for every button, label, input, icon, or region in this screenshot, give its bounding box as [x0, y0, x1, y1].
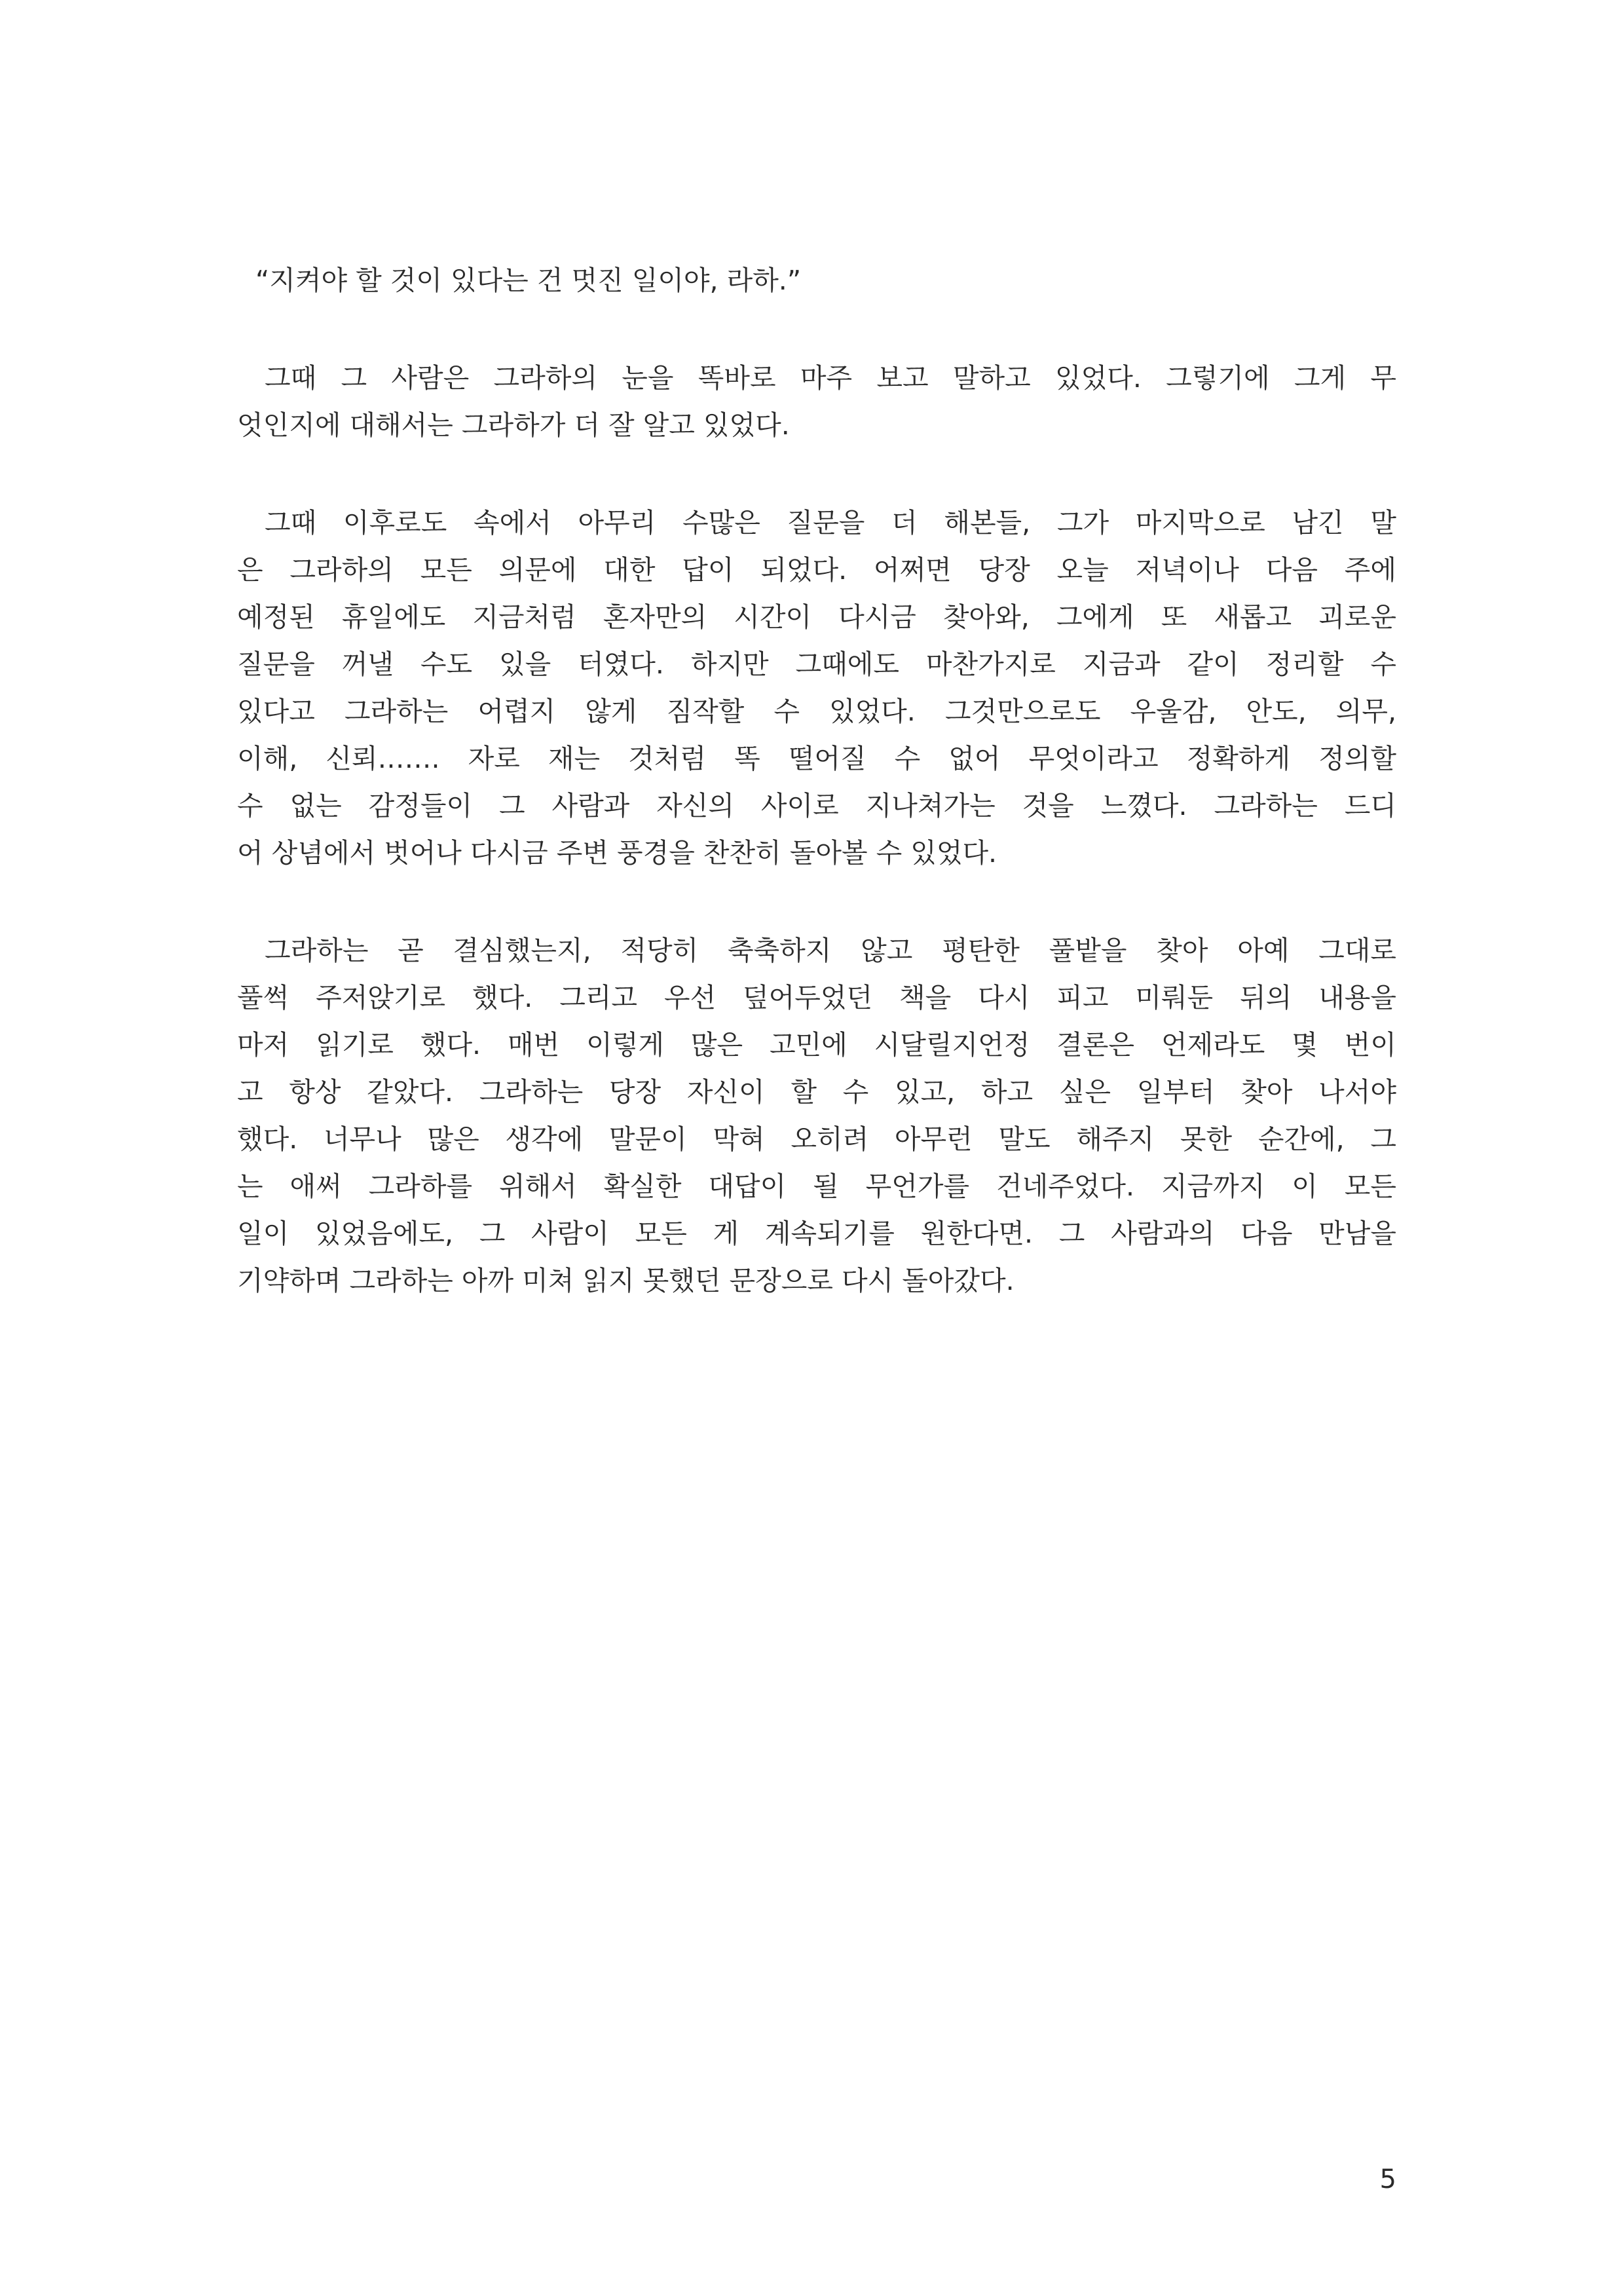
body-text [237, 257, 1396, 1304]
text-line: 는 애써 그라하를 위해서 확실한 대답이 될 무언가를 건네주었다. 지금까지 이 모든 [237, 1171, 1396, 1202]
text-line: 어 상념에서 벗어나 다시금 주변 풍경을 찬찬히 돌아볼 수 있었다. [237, 837, 997, 869]
text-line: 엇인지에 대해서는 그라하가 더 잘 알고 있었다. [237, 409, 790, 441]
paragraph-gap [237, 876, 1396, 927]
text-line: 그라하는 곧 결심했는지, 적당히 축축하지 않고 평탄한 풀밭을 찾아 아예 그대로 [265, 935, 1396, 966]
text-line: 기약하며 그라하는 아까 미쳐 읽지 못했던 문장으로 다시 돌아갔다. [237, 1265, 1015, 1296]
text-line: 은 그라하의 모든 의문에 대한 답이 되었다. 어쩌면 당장 오늘 저녁이나 다음 주에 [237, 554, 1396, 586]
text-line: 있다고 그라하는 어렵지 않게 짐작할 수 있었다. 그것만으로도 우울감, 안도, 의무, [237, 696, 1396, 727]
text-line: 했다. 너무나 많은 생각에 말문이 막혀 오히려 아무런 말도 해주지 못한 순간에, 그 [237, 1123, 1396, 1155]
text-line: 고 항상 같았다. 그라하는 당장 자신이 할 수 있고, 하고 싶은 일부터 찾아 나서야 [237, 1076, 1396, 1108]
paragraph [237, 499, 1396, 876]
paragraph-gap [237, 449, 1396, 499]
text-line: 예정된 휴일에도 지금처럼 혼자만의 시간이 다시금 찾아와, 그에게 또 새롭고 괴로운 [237, 601, 1396, 633]
text-line: 이해, 신뢰……. 자로 재는 것처럼 똑 떨어질 수 없어 무엇이라고 정확하게 정의할 [237, 743, 1396, 774]
text-line: 풀썩 주저앉기로 했다. 그리고 우선 덮어두었던 책을 다시 피고 미뤄둔 뒤의 내용을 [237, 982, 1396, 1013]
text-line: 일이 있었음에도, 그 사람이 모든 게 계속되기를 원한다면. 그 사람과의 다음 만남을 [237, 1218, 1396, 1249]
text-line: 마저 읽기로 했다. 매번 이렇게 많은 고민에 시달릴지언정 결론은 언제라도 몇 번이 [237, 1029, 1396, 1061]
text-line: 수 없는 감정들이 그 사람과 자신의 사이로 지나쳐가는 것을 느꼈다. 그라하는 드디 [237, 790, 1396, 821]
page-number: 5 [1379, 2164, 1396, 2194]
paragraph-gap [237, 304, 1396, 354]
paragraph [237, 354, 1396, 449]
text-line: 질문을 꺼낼 수도 있을 터였다. 하지만 그때에도 마찬가지로 지금과 같이 정리할 수 [237, 649, 1396, 680]
text-line: “지켜야 할 것이 있다는 건 멋진 일이야, 라하.” [255, 265, 802, 296]
paragraph-quote [237, 257, 1396, 304]
text-line: 그때 그 사람은 그라하의 눈을 똑바로 마주 보고 말하고 있었다. 그렇기에 그게 무 [265, 362, 1396, 394]
paragraph [237, 927, 1396, 1304]
text-line: 그때 이후로도 속에서 아무리 수많은 질문을 더 해본들, 그가 마지막으로 남긴 말 [265, 507, 1396, 538]
